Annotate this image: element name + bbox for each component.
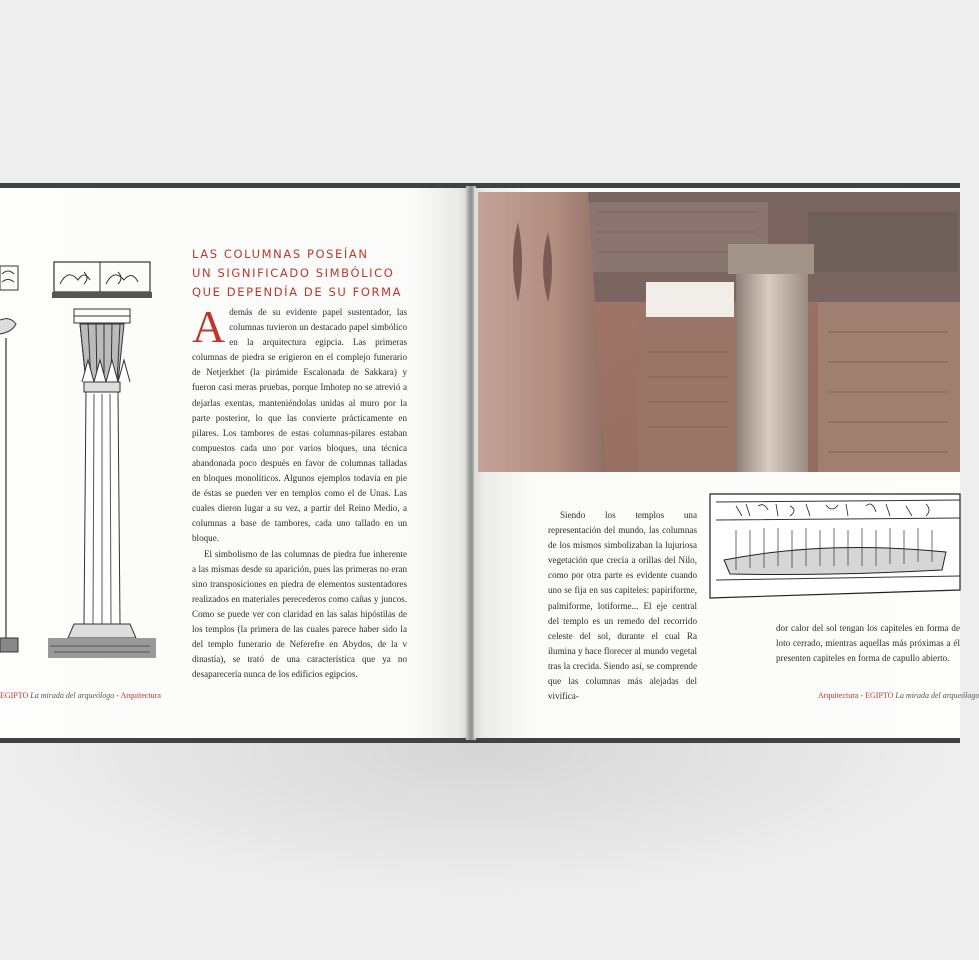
footer-book-title: La mirada del arqueólogo [28, 691, 115, 700]
left-running-footer [0, 691, 161, 700]
footer-egipto: EGIPTO [0, 691, 29, 700]
paragraph: Siendo los templos una representación del mundo, las columnas de los mismos simbolizaban la lujuriosa vegetación que crecía a orillas del Nilo, como por otra parte es evidente cuando uno se fija en sus capiteles: papiriforme, palmiforme, lotiforme... El eje central del templo es un remedo del recorrido celeste del sol, durante el cual Ra ilumina y hace florecer al mundo vegetal tras la crecida. Siendo así, se comprende que las columnas más alejadas del vivifica- [548, 510, 697, 702]
right-body-text-column-2 [776, 621, 960, 666]
footer-egipto: EGIPTO [865, 691, 894, 700]
book-shadow [0, 735, 960, 895]
footer-sep: - [858, 691, 866, 700]
section-title [192, 245, 412, 302]
drop-cap: A [192, 301, 226, 352]
footer-section: Arquitectura [120, 691, 161, 700]
paragraph: dor calor del sol tengan los capiteles en forma de loto cerrado, mientras aquellas más próximas a él presenten capiteles en forma de capullo abierto. [776, 623, 960, 664]
title-line: UN SIGNIFICADO SIMBÓLICO [192, 266, 395, 280]
column-drawing-lotus [44, 254, 156, 662]
left-body-text [192, 301, 407, 682]
title-line: QUE DEPENDÍA DE SU FORMA [192, 285, 403, 299]
temple-photo [478, 192, 960, 472]
paragraph [192, 301, 407, 547]
title-line: LAS COLUMNAS POSEÍAN [192, 247, 369, 261]
relief-sketch [706, 490, 960, 603]
footer-section: Arquitectura [818, 691, 859, 700]
footer-book-title: La mirada del arqueólogo [893, 691, 979, 700]
paragraph-text: demás de su evidente papel sustentador, las columnas tuvieron un destacado papel simbólico en la arquitectura egipcia. Las primeras columnas de piedra se erigieron en el complejo funerario de Netjerkhet (la pirámide Escalonada de Sakkara) y fueron casi meras pruebas, porque Imhotep no se atrevió a dejarlas exentas, manteniéndolas unidas al muro por la parte posterior, lo que las convierte prácticamente en pilares. Los tambores de estas columnas-pilares estaban compuestos cada uno por varios bloques, una técnica abandonada poco después en favor de columnas talladas en bloques monolíticos. Algunos ejemplos todavía en pie de éstas se pueden ver en templos como el de Unas. Las cuales dieron lugar a su vez, a partir del Reino Medio, a columnas a base de tambores, cada uno tallado en un bloque. [192, 307, 407, 544]
right-running-footer [818, 691, 979, 700]
footer-sep: - [114, 691, 121, 700]
column-drawing-partial [0, 258, 20, 658]
paragraph: El simbolismo de las columnas de piedra fue inherente a las mismas desde su aparición, pues las primeras no eran sino transposiciones en piedra de elementos sustentadores realizados en materiales perecederos como cañas y juncos. Como se puede ver con claridad en las salas hipóstilas de los templos (la primera de las cuales parece haber sido la del templo funerario de Neferefre en Abydos, de la v dinastía), se trató de una característica que ya no desaparecería nunca de los edificios egipcios. [192, 548, 407, 680]
right-body-text-column-1 [548, 508, 697, 704]
